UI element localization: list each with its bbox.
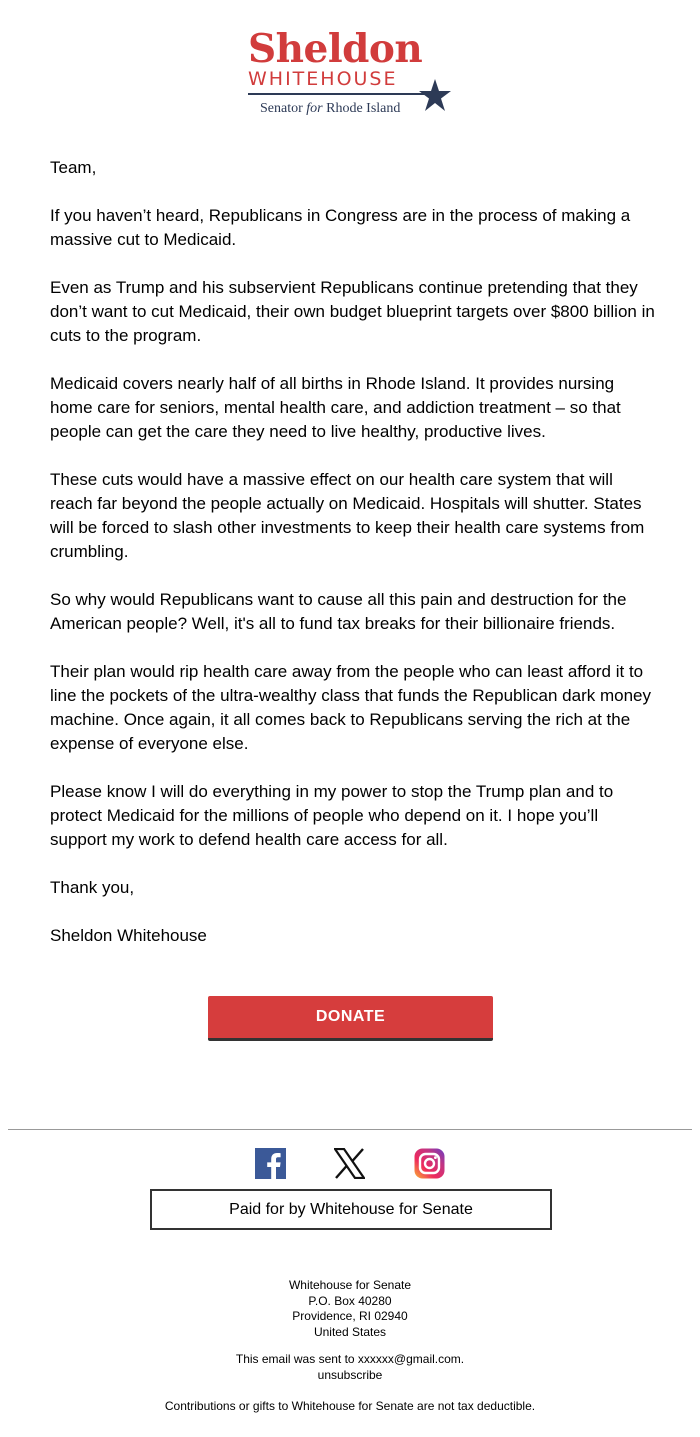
x-icon[interactable] (334, 1148, 365, 1179)
mailing-address: Whitehouse for Senate P.O. Box 40280 Providence, RI 02940 United States (288, 1278, 412, 1339)
footer-divider (8, 1129, 692, 1130)
logo-tagline: Senator for Rhode Island (260, 101, 401, 116)
paragraph: Medicaid covers nearly half of all births in Rhode Island. It provides nursing home care for seniors, mental health care, and addiction treatment – so that people can get the care they need to live healthy, productive lives. (50, 374, 621, 441)
recipient-notice (0, 1352, 700, 1383)
facebook-icon[interactable] (255, 1148, 286, 1179)
tax-disclaimer: Contributions or gifts to Whitehouse for Senate are not tax deductible. (164, 1399, 536, 1413)
unsubscribe-link[interactable]: unsubscribe (317, 1367, 383, 1382)
sender-logo (0, 26, 700, 122)
instagram-icon[interactable] (414, 1148, 445, 1179)
paragraph: Please know I will do everything in my power to stop the Trump plan and to protect Medicaid for the millions of people who depend on it. I hope you’ll support my work to defend health care access for all. (50, 782, 614, 849)
paragraph: If you haven’t heard, Republicans in Congress are in the process of making a massive cut to Medicaid. (50, 206, 631, 249)
closing: Thank you, (50, 878, 135, 897)
paragraph: Even as Trump and his subservient Republicans continue pretending that they don’t want to cut Medicaid, their own budget blueprint targets over $800 billion in cuts to the program. (50, 278, 655, 345)
sent-to-text: This email was sent to xxxxxx@gmail.com. (235, 1352, 465, 1366)
logo-rule (248, 93, 428, 95)
greeting: Team, (50, 158, 97, 177)
logo-name: Sheldon (248, 26, 423, 72)
star-icon (418, 78, 452, 112)
donate-button[interactable]: DONATE (208, 996, 493, 1041)
paragraph: These cuts would have a massive effect on our health care system that will reach far beyond the people actually on Medicaid. Hospitals will shutter. States will be forced to slash other investments to keep their health care systems from crumbling. (50, 470, 645, 561)
signature: Sheldon Whitehouse (50, 926, 207, 945)
paragraph: Their plan would rip health care away from the people who can least afford it to line the pockets of the ultra-wealthy class that funds the Republican dark money machine. Once again, it all comes back to Republicans serving the rich at the expense of everyone else. (50, 662, 652, 753)
paragraph: So why would Republicans want to cause all this pain and destruction for the American people? Well, it's all to fund tax breaks for their billionaire friends. (50, 590, 627, 633)
paid-for-disclaimer: Paid for by Whitehouse for Senate (150, 1189, 552, 1230)
logo-surname: WHITEHOUSE (248, 68, 398, 90)
email-body (50, 156, 656, 972)
